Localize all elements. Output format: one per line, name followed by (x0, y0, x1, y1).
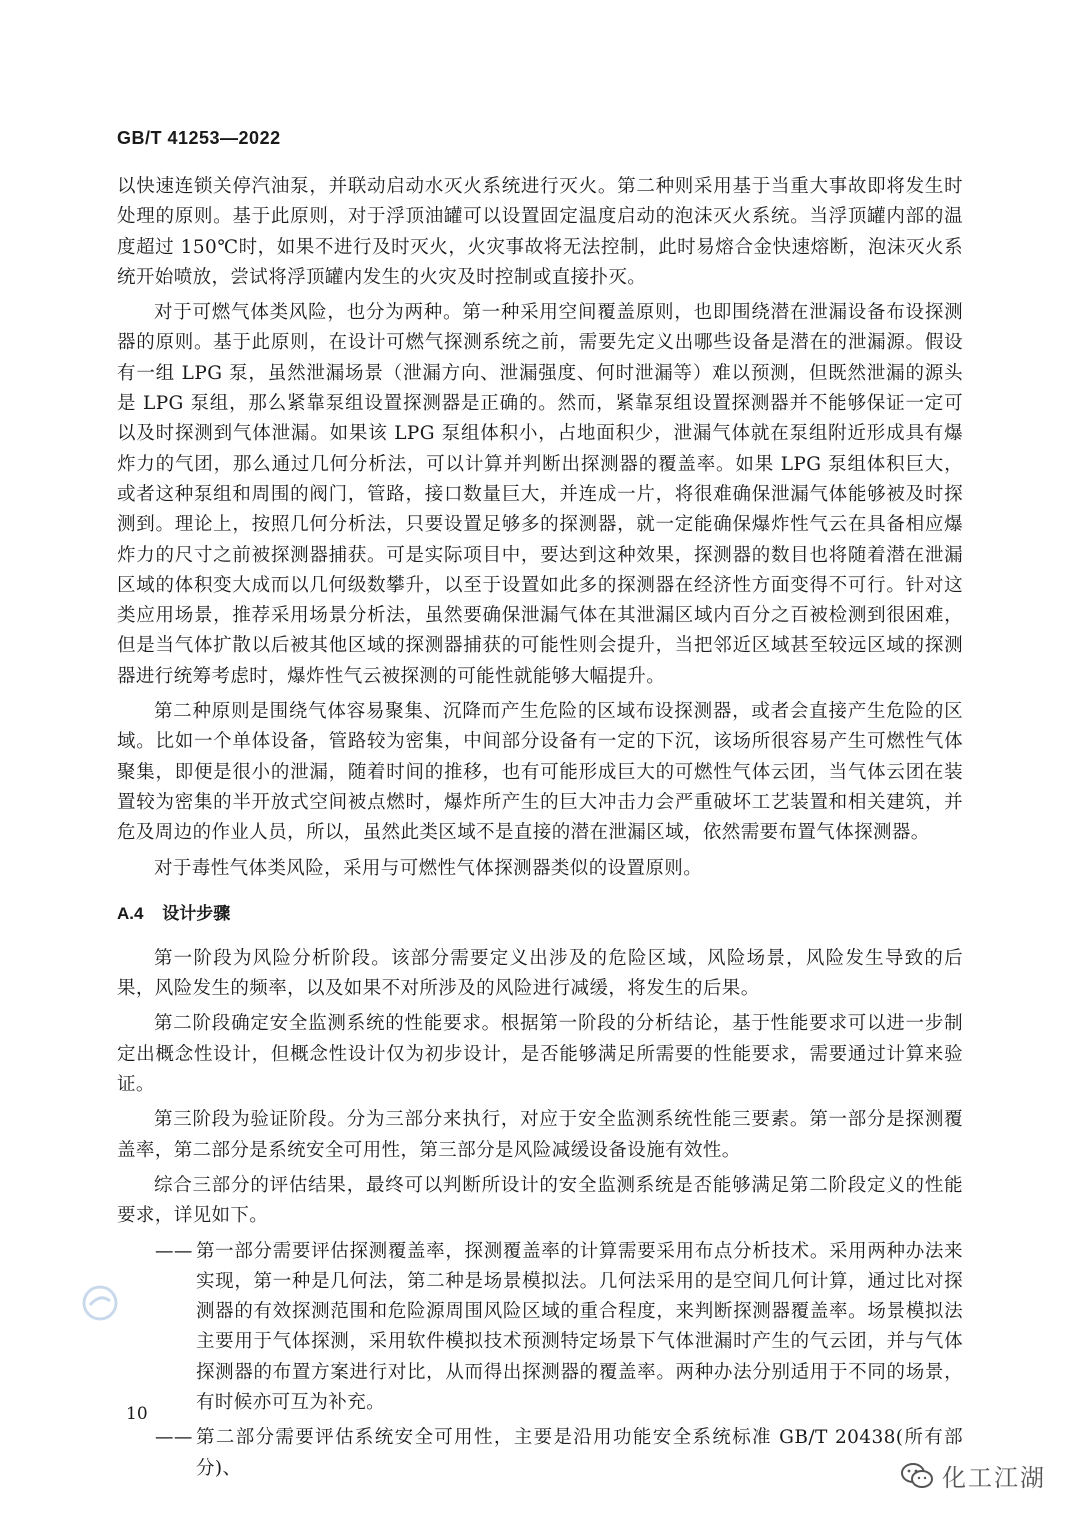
standard-code: GB/T 41253—2022 (117, 128, 281, 148)
document-body (117, 172, 963, 1489)
section-heading (117, 902, 963, 926)
list-item (117, 1237, 963, 1419)
section-number: A.4 (117, 903, 144, 923)
paragraph: 对于毒性气体类风险，采用与可燃性气体探测器类似的设置原则。 (154, 857, 703, 879)
sac-watermark-icon (82, 1285, 118, 1321)
list-item (117, 1423, 963, 1484)
wechat-watermark (900, 1458, 1046, 1493)
paragraph: 综合三部分的评估结果，最终可以判断所设计的安全监测系统是否能够满足第二阶段定义的性能要求，详见如下。 (117, 1174, 963, 1227)
paragraph: 对于可燃气体类风险，也分为两种。第一种采用空间覆盖原则，也即围绕潜在泄漏设备布设探测器的原则。基于此原则，在设计可燃气探测系统之前，需要先定义出哪些设备是潜在的泄漏源。假设有一组 LPG 泵，虽然泄漏场景（泄漏方向、泄漏强度、何时泄漏等）难以预测，但既然泄漏的源头是 LPG 泵组，那么紧靠泵组设置探测器是正确的。然而，紧靠泵组设置探测器并不能够保证一定可以及时探测到气体泄漏。如果该 LPG 泵组体积小，占地面积少，泄漏气体就在泵组附近形成具有爆炸力的气团，那么通过几何分析法，可以计算并判断出探测器的覆盖率。如果 LPG 泵组体积巨大，或者这种泵组和周围的阀门，管路，接口数量巨大，并连成一片，将很难确保泄漏气体能够被及时探测到。理论上，按照几何分析法，只要设置足够多的探测器，就一定能确保爆炸性气云在具备相应爆炸力的尺寸之前被探测器捕获。可是实际项目中，要达到这种效果，探测器的数目也将随着潜在泄漏区域的体积变大成而以几何级数攀升，以至于设置如此多的探测器在经济性方面变得不可行。针对这类应用场景，推荐采用场景分析法，虽然要确保泄漏气体在其泄漏区域内百分之百被检测到很困难，但是当气体扩散以后被其他区域的探测器捕获的可能性则会提升，当把邻近区域甚至较远区域的探测器进行统筹考虑时，爆炸性气云被探测的可能性就能够大幅提升。 (117, 302, 963, 687)
paragraph: 以快速连锁关停汽油泵，并联动启动水灭火系统进行灭火。第二种则采用基于当重大事故即将发生时处理的原则。基于此原则，对于浮顶油罐可以设置固定温度启动的泡沫灭火系统。当浮顶罐内部的温度超过 150℃时，如果不进行及时灭火，火灾事故将无法控制，此时易熔合金快速熔断，泡沫灭火系统开始喷放，尝试将浮顶罐内发生的火灾及时控制或直接扑灭。 (117, 176, 963, 288)
paragraph: 第二种原则是围绕气体容易聚集、沉降而产生危险的区域布设探测器，或者会直接产生危险的区域。比如一个单体设备，管路较为密集，中间部分设备有一定的下沉，该场所很容易产生可燃性气体聚集，即便是很小的泄漏，随着时间的推移，也有可能形成巨大的可燃性气体云团，当气体云团在装置较为密集的半开放式空间被点燃时，爆炸所产生的巨大冲击力会严重破坏工艺装置和相关建筑，并危及周边的作业人员，所以，虽然此类区域不是直接的潜在泄漏区域，依然需要布置气体探测器。 (117, 701, 963, 844)
page-number: 10 (126, 1404, 148, 1424)
section-title: 设计步骤 (162, 903, 231, 923)
list-dash: —— (155, 1427, 193, 1449)
paragraph: 第三阶段为验证阶段。分为三部分来执行，对应于安全监测系统性能三要素。第一部分是探测覆盖率，第二部分是系统安全可用性，第三部分是风险减缓设备设施有效性。 (117, 1109, 963, 1161)
wechat-account-name: 化工江湖 (942, 1464, 1046, 1492)
paragraph: 第二阶段确定安全监测系统的性能要求。根据第一阶段的分析结论，基于性能要求可以进一步制定出概念性设计，但概念性设计仅为初步设计，是否能够满足所需要的性能要求，需要通过计算来验证。 (117, 1013, 963, 1096)
list-item-text: 第一部分需要评估探测覆盖率，探测覆盖率的计算需要采用布点分析技术。采用两种办法来实现，第一种是几何法，第二种是场景模拟法。几何法采用的是空间几何计算，通过比对探测器的有效探测范围和危险源周围风险区域的重合程度，来判断探测器覆盖率。场景模拟法主要用于气体探测，采用软件模拟技术预测特定场景下气体泄漏时产生的气云团，并与气体探测器的布置方案进行对比，从而得出探测器的覆盖率。两种办法分别适用于不同的场景，有时候亦可互为补充。 (196, 1240, 963, 1413)
wechat-icon (900, 1462, 934, 1490)
list-dash: —— (155, 1240, 193, 1262)
paragraph: 第一阶段为风险分析阶段。该部分需要定义出涉及的危险区域，风险场景，风险发生导致的后果，风险发生的频率，以及如果不对所涉及的风险进行减缓，将发生的后果。 (117, 947, 963, 1000)
list-item-text: 第二部分需要评估系统安全可用性，主要是沿用功能安全系统标准 GB/T 20438(所有部分)、 (196, 1427, 963, 1479)
